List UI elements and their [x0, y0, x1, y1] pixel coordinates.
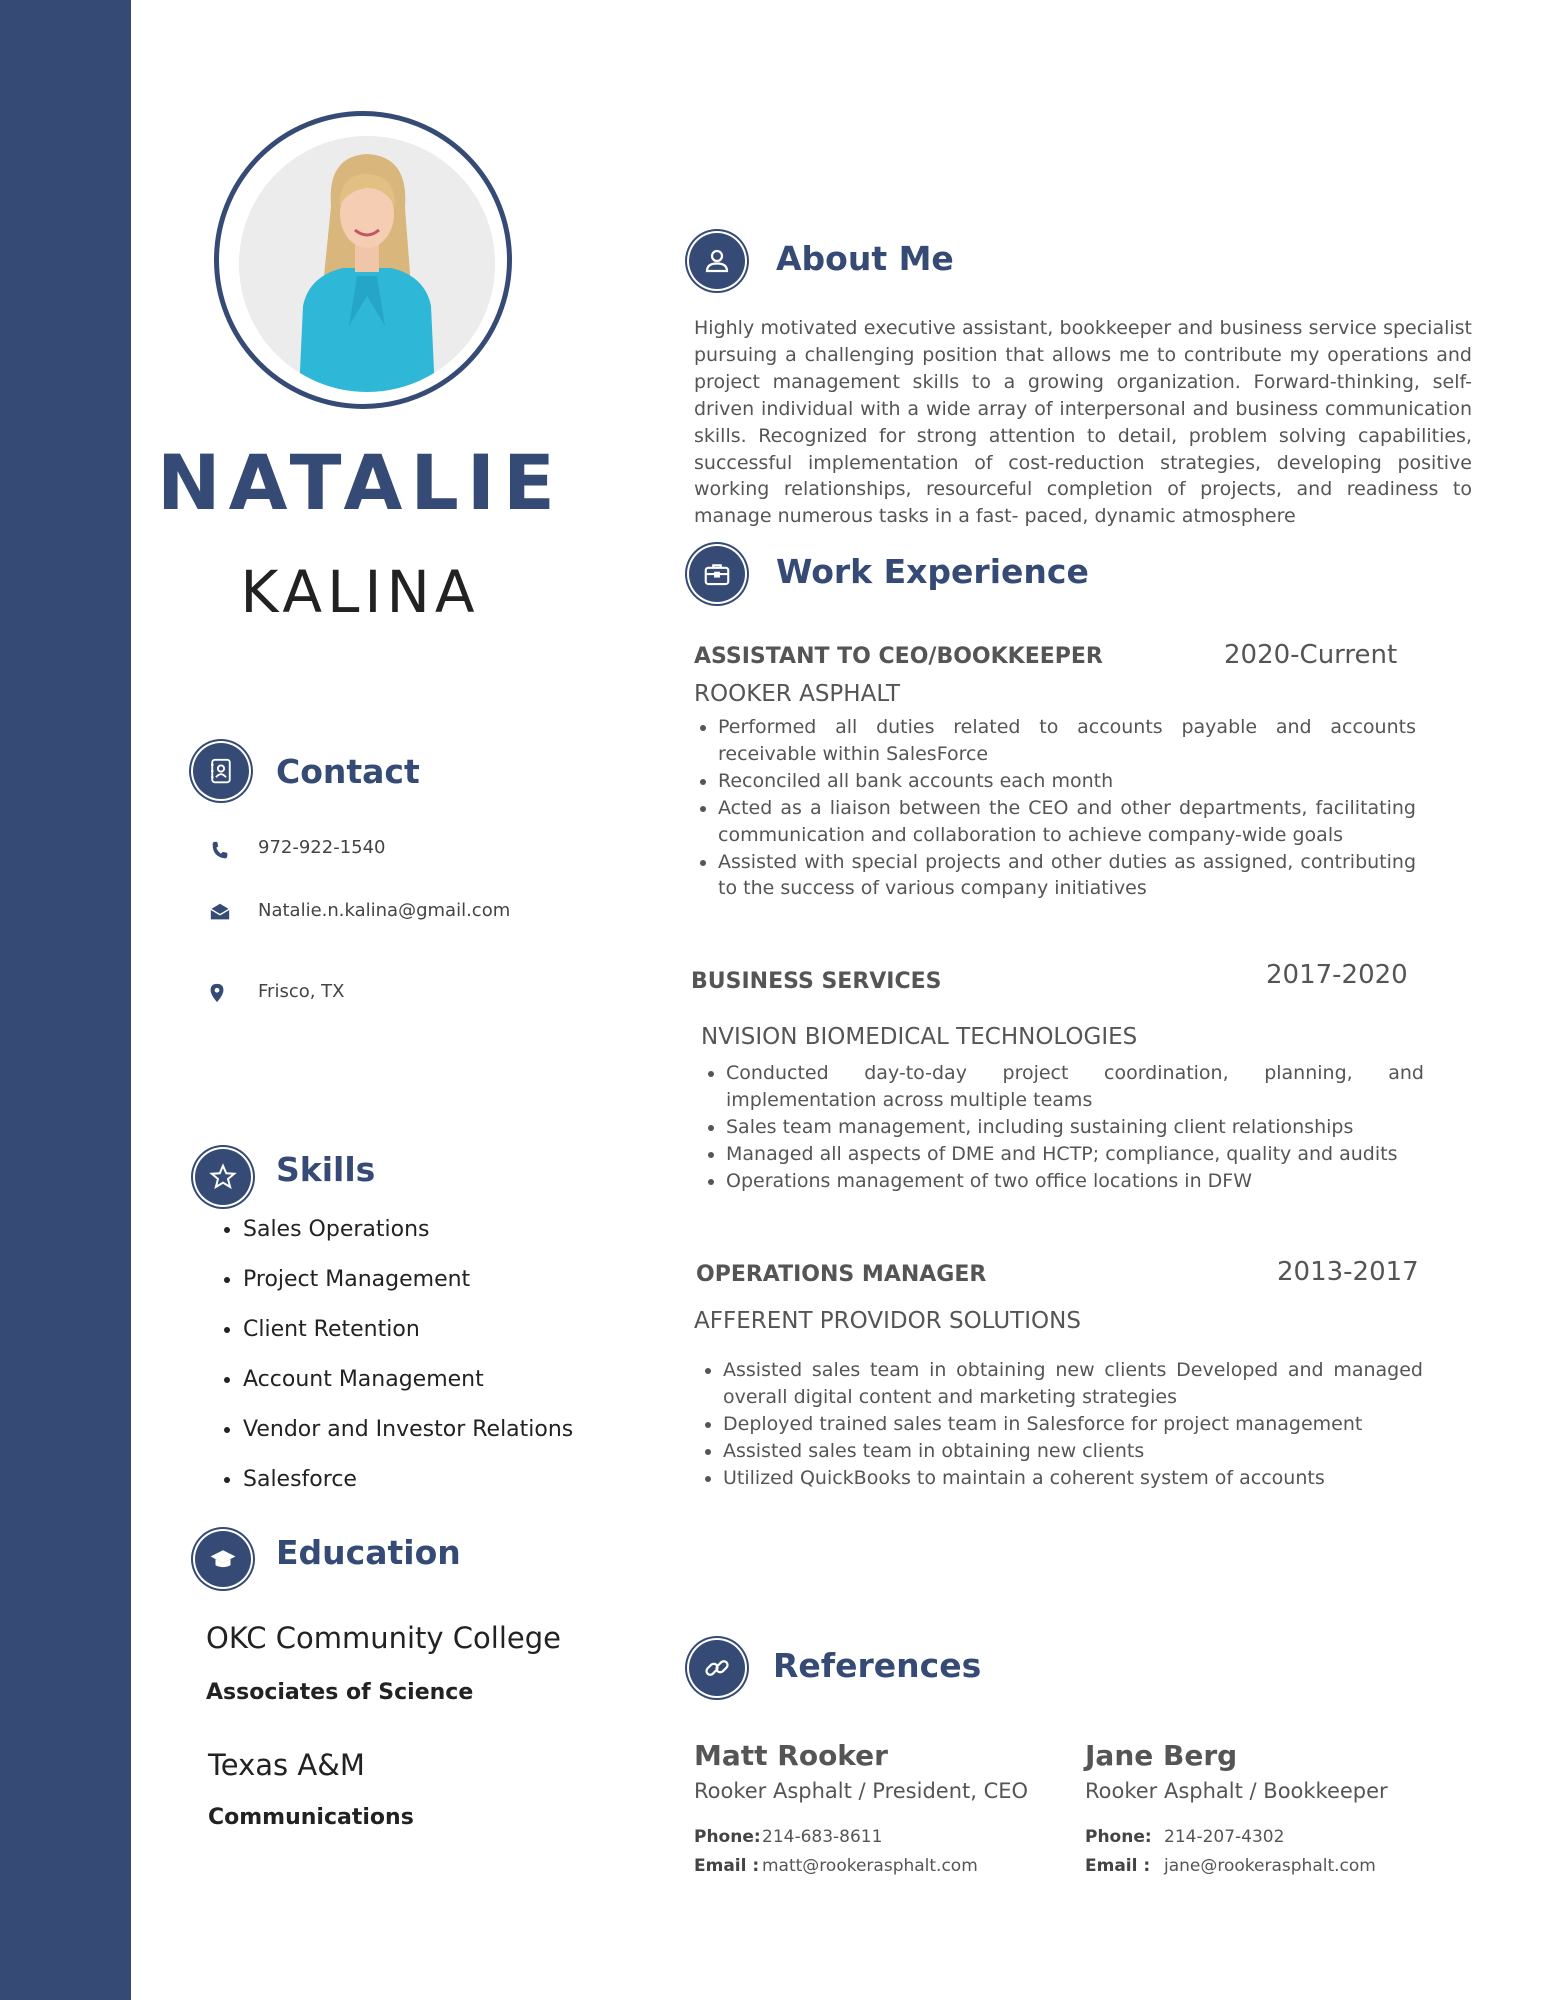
job-company: ROOKER ASPHALT — [694, 681, 901, 707]
job-bullet: • Operations management of two office locations in DFW — [726, 1168, 1424, 1195]
job-bullets — [694, 714, 1416, 902]
education-title: Education — [276, 1533, 461, 1572]
contact-title: Contact — [276, 752, 420, 791]
job-title: OPERATIONS MANAGER — [696, 1262, 987, 1287]
email-label: Email : — [694, 1856, 760, 1876]
sidebar-color-bar — [0, 0, 131, 2000]
job-bullet: • Assisted sales team in obtaining new clients Developed and managed overall digital content and marketing strategies — [723, 1357, 1423, 1411]
job-bullet: • Managed all aspects of DME and HCTP; compliance, quality and audits — [726, 1141, 1424, 1168]
reference-email — [694, 1858, 978, 1875]
star-icon — [195, 1149, 251, 1205]
user-icon — [689, 233, 745, 289]
skills-list — [215, 1208, 573, 1508]
reference-email-value: matt@rookerasphalt.com — [762, 1856, 978, 1876]
reference-role: Rooker Asphalt / President, CEO — [694, 1779, 1029, 1803]
profile-photo — [239, 136, 495, 392]
education-degree: Communications — [208, 1805, 414, 1830]
reference-name: Matt Rooker — [694, 1739, 888, 1772]
job-bullet: • Utilized QuickBooks to maintain a coherent system of accounts — [723, 1465, 1423, 1492]
references-title: References — [773, 1646, 982, 1685]
job-bullet: • Sales team management, including sustaining client relationships — [726, 1114, 1424, 1141]
job-bullet: • Reconciled all bank accounts each month — [718, 768, 1416, 795]
reference-phone — [694, 1829, 882, 1846]
work-title: Work Experience — [776, 552, 1089, 591]
job-title: ASSISTANT TO CEO/BOOKKEEPER — [694, 644, 1103, 669]
reference-phone — [1085, 1829, 1284, 1846]
skill-item: • Account Management — [243, 1358, 573, 1408]
skill-item: • Salesforce — [243, 1458, 573, 1508]
location-pin-icon — [206, 982, 228, 1004]
job-company: NVISION BIOMEDICAL TECHNOLOGIES — [701, 1024, 1138, 1050]
reference-name: Jane Berg — [1085, 1739, 1238, 1772]
reference-email-value: jane@rookerasphalt.com — [1164, 1856, 1376, 1876]
job-bullet: • Conducted day-to-day project coordination, planning, and implementation across multiple teams — [726, 1060, 1424, 1114]
skill-item: • Project Management — [243, 1258, 573, 1308]
education-school: OKC Community College — [206, 1621, 561, 1655]
skill-item: • Client Retention — [243, 1308, 573, 1358]
skills-title: Skills — [276, 1150, 376, 1189]
reference-phone-value: 214-207-4302 — [1164, 1827, 1285, 1847]
reference-phone-value: 214-683-8611 — [762, 1827, 883, 1847]
contact-phone: 972-922-1540 — [258, 837, 386, 858]
briefcase-icon — [689, 546, 745, 602]
education-school: Texas A&M — [208, 1748, 365, 1782]
job-dates: 2020-Current — [1224, 640, 1398, 670]
job-bullet: • Acted as a liaison between the CEO and other departments, facilitating communication and collaboration to achieve company-wide goals — [718, 795, 1416, 849]
link-icon — [689, 1640, 745, 1696]
first-name: NATALIE — [157, 438, 563, 527]
envelope-icon — [209, 901, 231, 923]
contact-location: Frisco, TX — [258, 981, 345, 1002]
last-name: KALINA — [240, 558, 480, 626]
phone-label: Phone: — [1085, 1827, 1152, 1847]
job-bullet: • Assisted sales team in obtaining new clients — [723, 1438, 1423, 1465]
phone-label: Phone: — [694, 1827, 761, 1847]
skill-item: • Vendor and Investor Relations — [243, 1408, 573, 1458]
graduation-cap-icon — [195, 1531, 251, 1587]
reference-role: Rooker Asphalt / Bookkeeper — [1085, 1779, 1388, 1803]
job-company: AFFERENT PROVIDOR SOLUTIONS — [694, 1308, 1081, 1334]
about-text: Highly motivated executive assistant, bookkeeper and business service specialist pursuing a challenging position that allows me to contribute my operations and project management skills to a growing organization. Forward-thinking, self-driven individual with a wide array of interpersonal and business communication skills. Recognized for strong attention to detail, problem solving capabilities, successful implementation of cost-reduction strategies, developing positive working relationships, resourceful completion of projects, and readiness to manage numerous tasks in a fast- paced, dynamic atmosphere — [694, 317, 1472, 528]
education-degree: Associates of Science — [206, 1680, 474, 1705]
job-bullet: • Performed all duties related to accounts payable and accounts receivable within SalesForce — [718, 714, 1416, 768]
address-book-icon — [193, 743, 249, 799]
job-title: BUSINESS SERVICES — [691, 969, 942, 994]
job-bullet: • Assisted with special projects and other duties as assigned, contributing to the success of various company initiatives — [718, 849, 1416, 903]
job-dates: 2013-2017 — [1277, 1257, 1419, 1287]
job-bullet: • Deployed trained sales team in Salesforce for project management — [723, 1411, 1423, 1438]
job-bullets — [699, 1357, 1423, 1492]
about-title: About Me — [776, 239, 954, 278]
job-dates: 2017-2020 — [1266, 960, 1408, 990]
phone-icon — [209, 840, 231, 862]
skill-item: • Sales Operations — [243, 1208, 573, 1258]
email-label: Email : — [1085, 1856, 1151, 1876]
reference-email — [1085, 1858, 1376, 1875]
contact-email: Natalie.n.kalina@gmail.com — [258, 900, 511, 921]
job-bullets — [702, 1060, 1424, 1195]
